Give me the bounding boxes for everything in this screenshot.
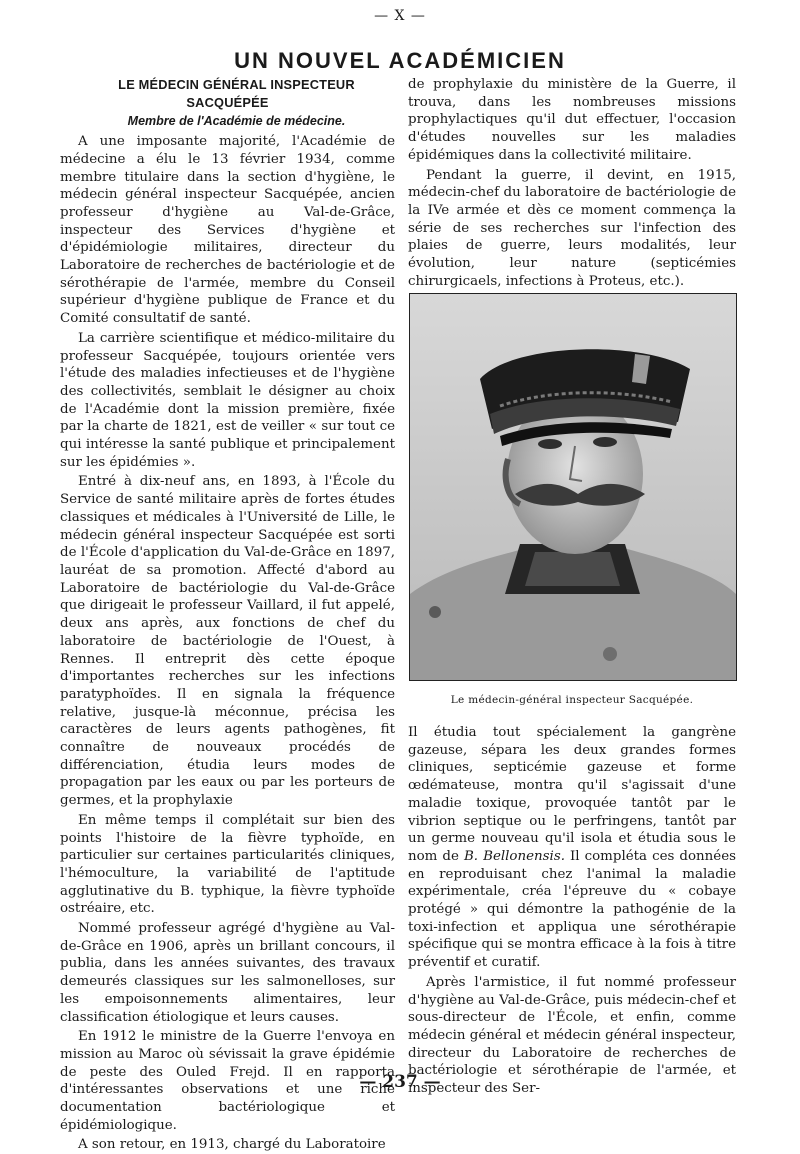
species-name: B. Bellonensis. bbox=[463, 848, 565, 864]
paragraph: A une imposante majorité, l'Académie de médecine a élu le 13 février 1934, comme membre titulaire dans la section d'hygiène, le médecin général inspecteur Sacquépée, ancien professeur d'hygiène au Val-de-Grâce, inspecteur des Services d'hygiène et d'épidémiologie militaires, directeur du Laboratoire de recherches de bactériologie et de sérothérapie de l'armée, membre du Conseil supérieur d'hygiène publique de France et du Comité consultatif de santé. bbox=[60, 134, 395, 327]
author-role: Membre de l'Académie de médecine. bbox=[127, 114, 346, 129]
paragraph bbox=[408, 724, 736, 972]
right-column-lower bbox=[408, 724, 736, 1098]
page-number: — 237 — bbox=[359, 1072, 441, 1092]
paragraph: En même temps il complétait sur bien des points l'histoire de la fièvre typhoïde, en particulier sur certaines particularités cliniques, l'hémoculture, la variabilité de l'aptitude agglutinative du B. typhique, la fièvre typhoïde ostréaire, etc. bbox=[60, 812, 395, 917]
page-roman-numeral: — X — bbox=[374, 8, 426, 24]
author-name: LE MÉDECIN GÉNÉRAL INSPECTEUR SACQUÉPÉE bbox=[118, 77, 355, 110]
paragraph: En 1912 le ministre de la Guerre l'envoya en mission au Maroc où sévissait la grave épidémie de peste des Ouled Frejd. Il en rapporta d'intéressantes observations et une riche documentation bactériologique et épidémiologique. bbox=[60, 1029, 395, 1133]
paragraph: Entré à dix-neuf ans, en 1893, à l'École du Service de santé militaire après de fortes études classiques et médicales à l'Université de Lille, le médecin général inspecteur Sacquépée est sorti de l'École d'application du Val-de-Grâce en 1897, lauréat de sa promotion. Affecté d'abord au Laboratoire de bactériologie du Val-de-Grâce que dirigeait le professeur Vaillard, il fut appelé, deux ans après, aux fonctions de chef du laboratoire de bactériologie de l'Ouest, à Rennes. Il entreprit dès cette époque d'importantes recherches sur les infections paratyphoïdes. Il en signala la fréquence relative, jusque-là méconnue, précisa les caractères de leurs agents pathogènes, fit connaître de nouveaux procédés de différenciation, étudia leurs modes de propagation par les eaux ou par les porteurs de germes, et la prophylaxie bbox=[60, 474, 395, 809]
paragraph: A son retour, en 1913, chargé du Laboratoire bbox=[78, 1137, 386, 1153]
left-column bbox=[60, 76, 395, 1154]
paragraph: Nommé professeur agrégé d'hygiène au Val-de-Grâce en 1906, après un brillant concours, il publia, dans les années suivantes, des travaux demeurés classiques sur les salmonelloses, sur les empoisonnements alimentaires, leur classification étiologique et leurs causes. bbox=[60, 921, 395, 1025]
portrait-illustration bbox=[410, 294, 736, 680]
paragraph: de prophylaxie du ministère de la Guerre, il trouva, dans les nombreuses missions prophylactiques qu'il dut effectuer, l'occasion d'études nouvelles sur les maladies épidémiques dans la collectivité militaire. bbox=[408, 77, 736, 163]
portrait-photo bbox=[409, 293, 737, 681]
paragraph: Après l'armistice, il fut nommé professeur d'hygiène au Val-de-Grâce, puis médecin-chef et sous-directeur de l'École, et enfin, comme médecin général et médecin général inspecteur, directeur du Laboratoire de recherches de bactériologie et sérothérapie de l'armée, et inspecteur des Ser- bbox=[408, 974, 736, 1097]
photo-caption: Le médecin-général inspecteur Sacquépée. bbox=[450, 694, 694, 706]
paragraph-text: Il compléta ces données en reproduisant chez l'animal la maladie expérimentale, créa l'épreuve du « cobaye protégé » qui démontre la pathogénie de la toxi-infection et appliqua une sérothérapie spécifique qui se montra efficace à la fois à titre préventif et curatif. bbox=[408, 848, 737, 971]
paragraph: La carrière scientifique et médico-militaire du professeur Sacquépée, toujours orientée vers l'étude des maladies infectieuses et de l'hygiène des collectivités, semblait le désigner au choix de l'Académie dont la mission première, fixée par la charte de 1821, est de veiller « sur tout ce qui intéresse la santé publique et principalement sur les épidémies ». bbox=[60, 330, 395, 470]
article-title: UN NOUVEL ACADÉMICIEN bbox=[234, 48, 566, 73]
paragraph: Pendant la guerre, il devint, en 1915, médecin-chef du laboratoire de bactériologie de la IVe armée et dès ce moment commença la série de ses recherches sur l'infection des plaies de guerre, leurs modalités, leur évolution, leur nature (septicémies chirurgicaels, infections à Proteus, etc.). bbox=[408, 167, 736, 289]
paragraph-text: Il étudia tout spécialement la gangrène gazeuse, sépara les deux grandes formes cliniques, septicémie gazeuse et forme œdémateuse, montra qu'il s'agissait d'une maladie toxique, provoquée tantôt par le vibrion septique ou le perfringens, tantôt par un germe nouveau qu'il isola et étudia sous le nom de bbox=[408, 725, 736, 864]
